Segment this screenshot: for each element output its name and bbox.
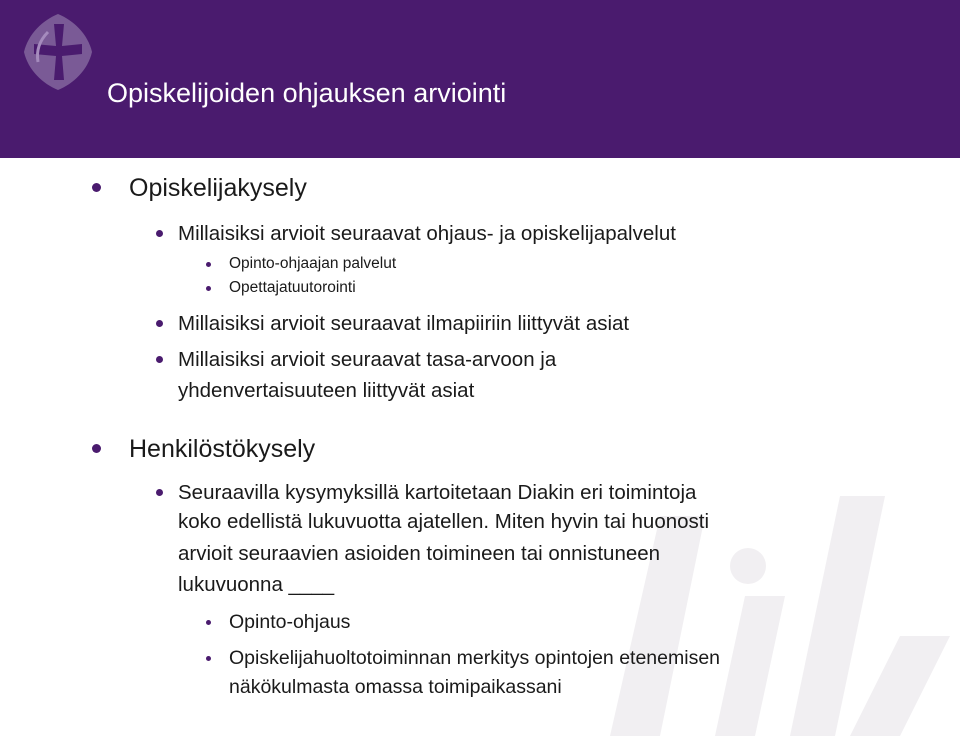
section-heading: Opiskelijakysely bbox=[129, 174, 307, 202]
list-item-continuation: koko edellistä lukuvuotta ajatellen. Miten hyvin tai huonosti bbox=[178, 510, 710, 533]
sub-list-item-continuation: näkökulmasta omassa toimipaikassani bbox=[229, 676, 562, 698]
list-item-continuation: lukuvuonna ____ bbox=[178, 573, 335, 596]
bullet-icon bbox=[92, 183, 101, 192]
bullet-icon bbox=[206, 286, 211, 291]
bullet-icon bbox=[156, 356, 163, 363]
sub-list-item: Opiskelijahuoltotoiminnan merkitys opintojen etenemisen bbox=[229, 647, 721, 669]
bullet-icon bbox=[206, 656, 211, 661]
bullet-icon bbox=[156, 489, 163, 496]
list-item: Seuraavilla kysymyksillä kartoitetaan Diakin eri toimintoja bbox=[178, 481, 697, 504]
page-title: Opiskelijoiden ohjauksen arviointi bbox=[107, 78, 507, 108]
sub-list-item: Opettajatuutorointi bbox=[229, 279, 356, 296]
list-item: Millaisiksi arvioit seuraavat tasa-arvoon ja bbox=[178, 348, 557, 371]
list-item-continuation: yhdenvertaisuuteen liittyvät asiat bbox=[178, 379, 475, 402]
sub-list-item: Opinto-ohjaajan palvelut bbox=[229, 255, 397, 272]
list-item-continuation: arvioit seuraavien asioiden toimineen tai onnistuneen bbox=[178, 542, 661, 565]
bullet-icon bbox=[92, 444, 101, 453]
bullet-icon bbox=[206, 262, 211, 267]
sub-list-item: Opinto-ohjaus bbox=[229, 611, 351, 633]
list-item: Millaisiksi arvioit seuraavat ilmapiiriin liittyvät asiat bbox=[178, 312, 630, 335]
bullet-icon bbox=[156, 230, 163, 237]
list-item: Millaisiksi arvioit seuraavat ohjaus- ja opiskelijapalvelut bbox=[178, 222, 676, 245]
bullet-icon bbox=[206, 620, 211, 625]
bullet-icon bbox=[156, 320, 163, 327]
section-heading: Henkilöstökysely bbox=[129, 435, 316, 463]
